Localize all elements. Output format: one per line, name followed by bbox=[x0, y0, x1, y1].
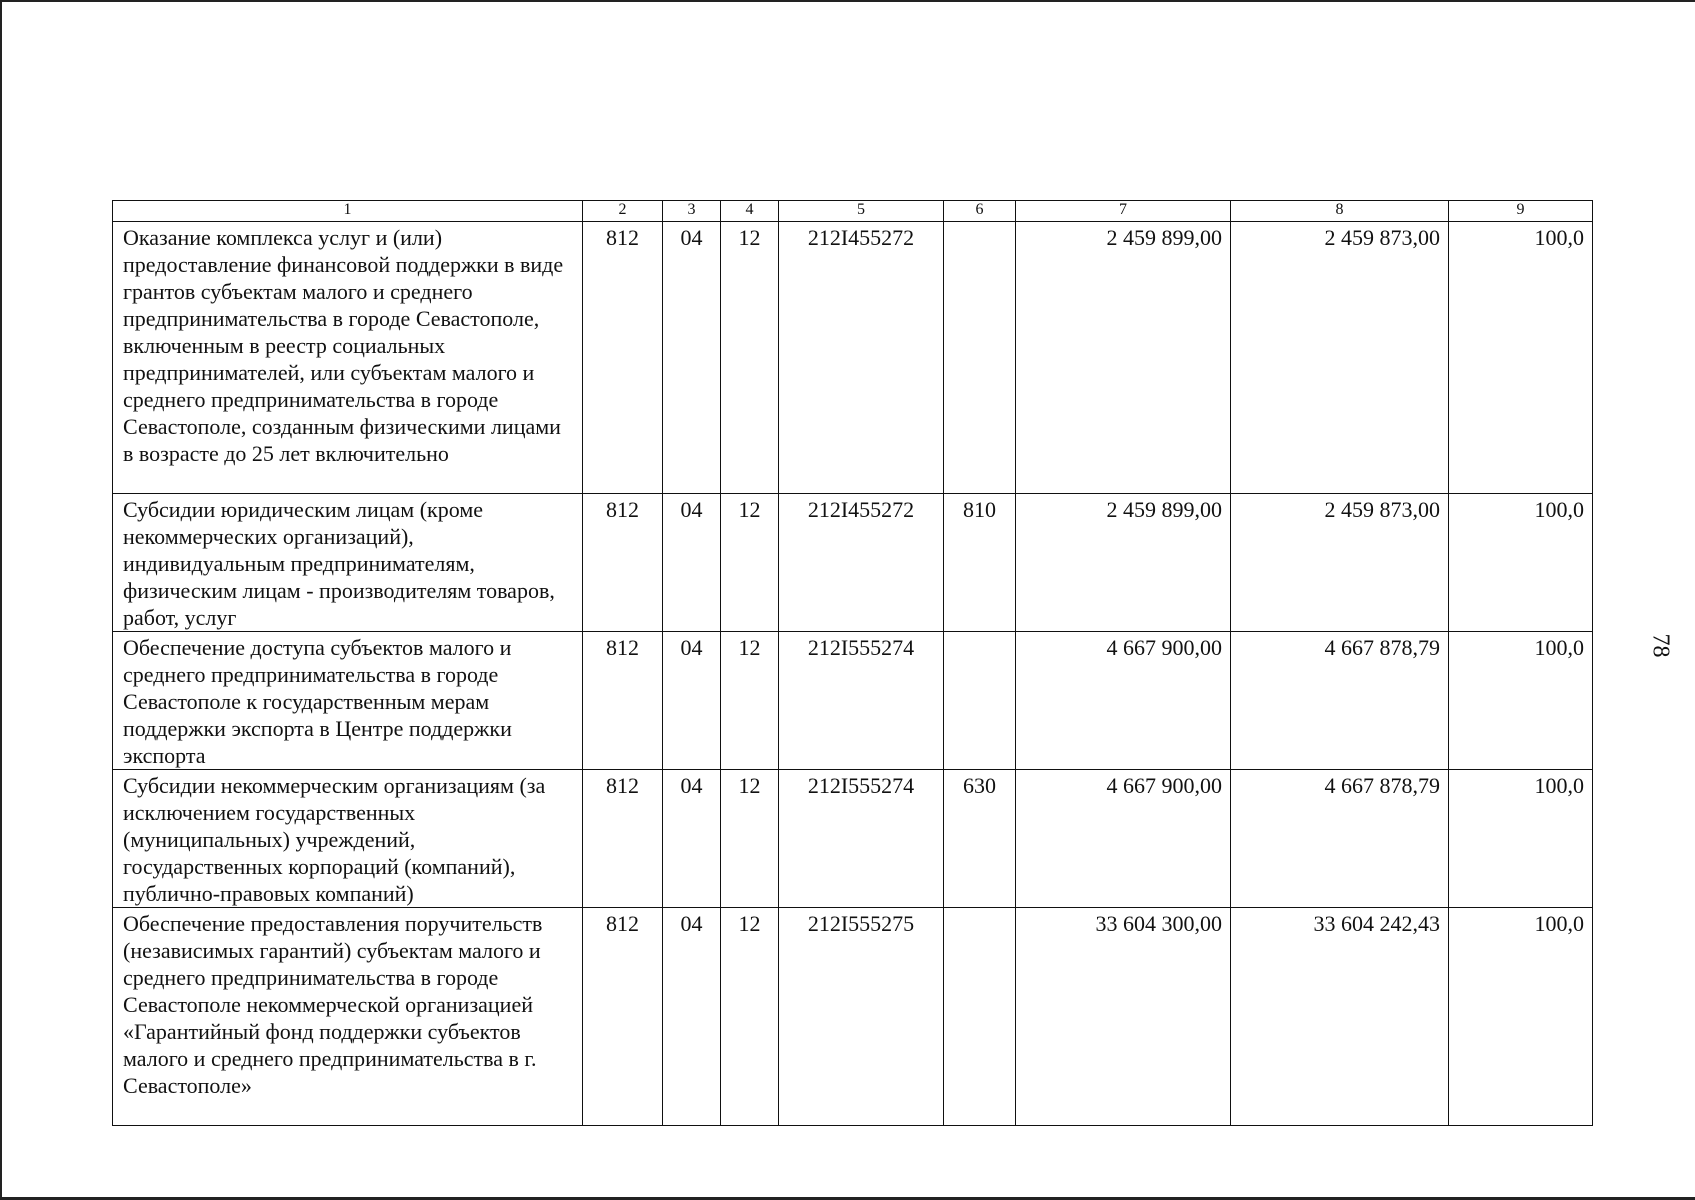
row-description: Субсидии некоммерческим организациям (за исключением государственных (муниципальных) учреждений, государственных корпораций (компаний), публично-правовых компаний) bbox=[113, 770, 583, 908]
column-header-5: 5 bbox=[779, 201, 944, 222]
section-code-cell: 04 bbox=[663, 770, 721, 908]
target-article-cell: 212I455272 bbox=[779, 222, 944, 494]
column-header-6: 6 bbox=[944, 201, 1016, 222]
target-article-cell: 212I555275 bbox=[779, 908, 944, 1126]
subsection-code-cell: 12 bbox=[721, 908, 779, 1126]
table-row bbox=[113, 222, 1593, 494]
execution-percent-cell: 100,0 bbox=[1449, 770, 1593, 908]
column-header-9: 9 bbox=[1449, 201, 1593, 222]
row-description: Оказание комплекса услуг и (или) предоставление финансовой поддержки в виде грантов субъектам малого и среднего предпринимательства в городе Севастополе, включенным в реестр социальных предпринимателей, или субъектам малого и среднего предпринимательства в городе Севастополе, созданным физическими лицами в возрасте до 25 лет включительно bbox=[113, 222, 583, 494]
column-header-7: 7 bbox=[1016, 201, 1231, 222]
executed-amount-cell: 33 604 242,43 bbox=[1231, 908, 1449, 1126]
subsection-code-cell: 12 bbox=[721, 222, 779, 494]
row-description: Обеспечение доступа субъектов малого и среднего предпринимательства в городе Севастополе к государственным мерам поддержки экспорта в Центре поддержки экспорта bbox=[113, 632, 583, 770]
executed-amount-cell: 2 459 873,00 bbox=[1231, 222, 1449, 494]
subsection-code-cell: 12 bbox=[721, 632, 779, 770]
column-header-1: 1 bbox=[113, 201, 583, 222]
column-header-8: 8 bbox=[1231, 201, 1449, 222]
table-row bbox=[113, 494, 1593, 632]
planned-amount-cell: 33 604 300,00 bbox=[1016, 908, 1231, 1126]
admin-code-cell: 812 bbox=[583, 494, 663, 632]
target-article-cell: 212I555274 bbox=[779, 770, 944, 908]
section-code-cell: 04 bbox=[663, 908, 721, 1126]
section-code-cell: 04 bbox=[663, 632, 721, 770]
execution-percent-cell: 100,0 bbox=[1449, 632, 1593, 770]
planned-amount-cell: 4 667 900,00 bbox=[1016, 632, 1231, 770]
column-header-4: 4 bbox=[721, 201, 779, 222]
executed-amount-cell: 4 667 878,79 bbox=[1231, 632, 1449, 770]
table-header-row bbox=[113, 201, 1593, 222]
target-article-cell: 212I455272 bbox=[779, 494, 944, 632]
planned-amount-cell: 4 667 900,00 bbox=[1016, 770, 1231, 908]
expense-type-cell bbox=[944, 632, 1016, 770]
executed-amount-cell: 4 667 878,79 bbox=[1231, 770, 1449, 908]
section-code-cell: 04 bbox=[663, 494, 721, 632]
row-description: Обеспечение предоставления поручительств (независимых гарантий) субъектам малого и среднего предпринимательства в городе Севастополе некоммерческой организацией «Гарантийный фонд поддержки субъектов малого и среднего предпринимательства в г. Севастополе» bbox=[113, 908, 583, 1126]
page-number: 78 bbox=[1647, 633, 1674, 658]
table-row bbox=[113, 770, 1593, 908]
row-description: Субсидии юридическим лицам (кроме некоммерческих организаций), индивидуальным предпринимателям, физическим лицам - производителям товаров, работ, услуг bbox=[113, 494, 583, 632]
admin-code-cell: 812 bbox=[583, 908, 663, 1126]
expense-type-cell: 810 bbox=[944, 494, 1016, 632]
subsection-code-cell: 12 bbox=[721, 770, 779, 908]
admin-code-cell: 812 bbox=[583, 770, 663, 908]
subsection-code-cell: 12 bbox=[721, 494, 779, 632]
expense-type-cell bbox=[944, 222, 1016, 494]
admin-code-cell: 812 bbox=[583, 222, 663, 494]
target-article-cell: 212I555274 bbox=[779, 632, 944, 770]
table-row bbox=[113, 908, 1593, 1126]
admin-code-cell: 812 bbox=[583, 632, 663, 770]
column-header-3: 3 bbox=[663, 201, 721, 222]
section-code-cell: 04 bbox=[663, 222, 721, 494]
executed-amount-cell: 2 459 873,00 bbox=[1231, 494, 1449, 632]
execution-percent-cell: 100,0 bbox=[1449, 222, 1593, 494]
budget-table bbox=[112, 200, 1593, 1126]
expense-type-cell bbox=[944, 908, 1016, 1126]
column-header-2: 2 bbox=[583, 201, 663, 222]
table-row bbox=[113, 632, 1593, 770]
execution-percent-cell: 100,0 bbox=[1449, 494, 1593, 632]
execution-percent-cell: 100,0 bbox=[1449, 908, 1593, 1126]
expense-type-cell: 630 bbox=[944, 770, 1016, 908]
planned-amount-cell: 2 459 899,00 bbox=[1016, 494, 1231, 632]
planned-amount-cell: 2 459 899,00 bbox=[1016, 222, 1231, 494]
